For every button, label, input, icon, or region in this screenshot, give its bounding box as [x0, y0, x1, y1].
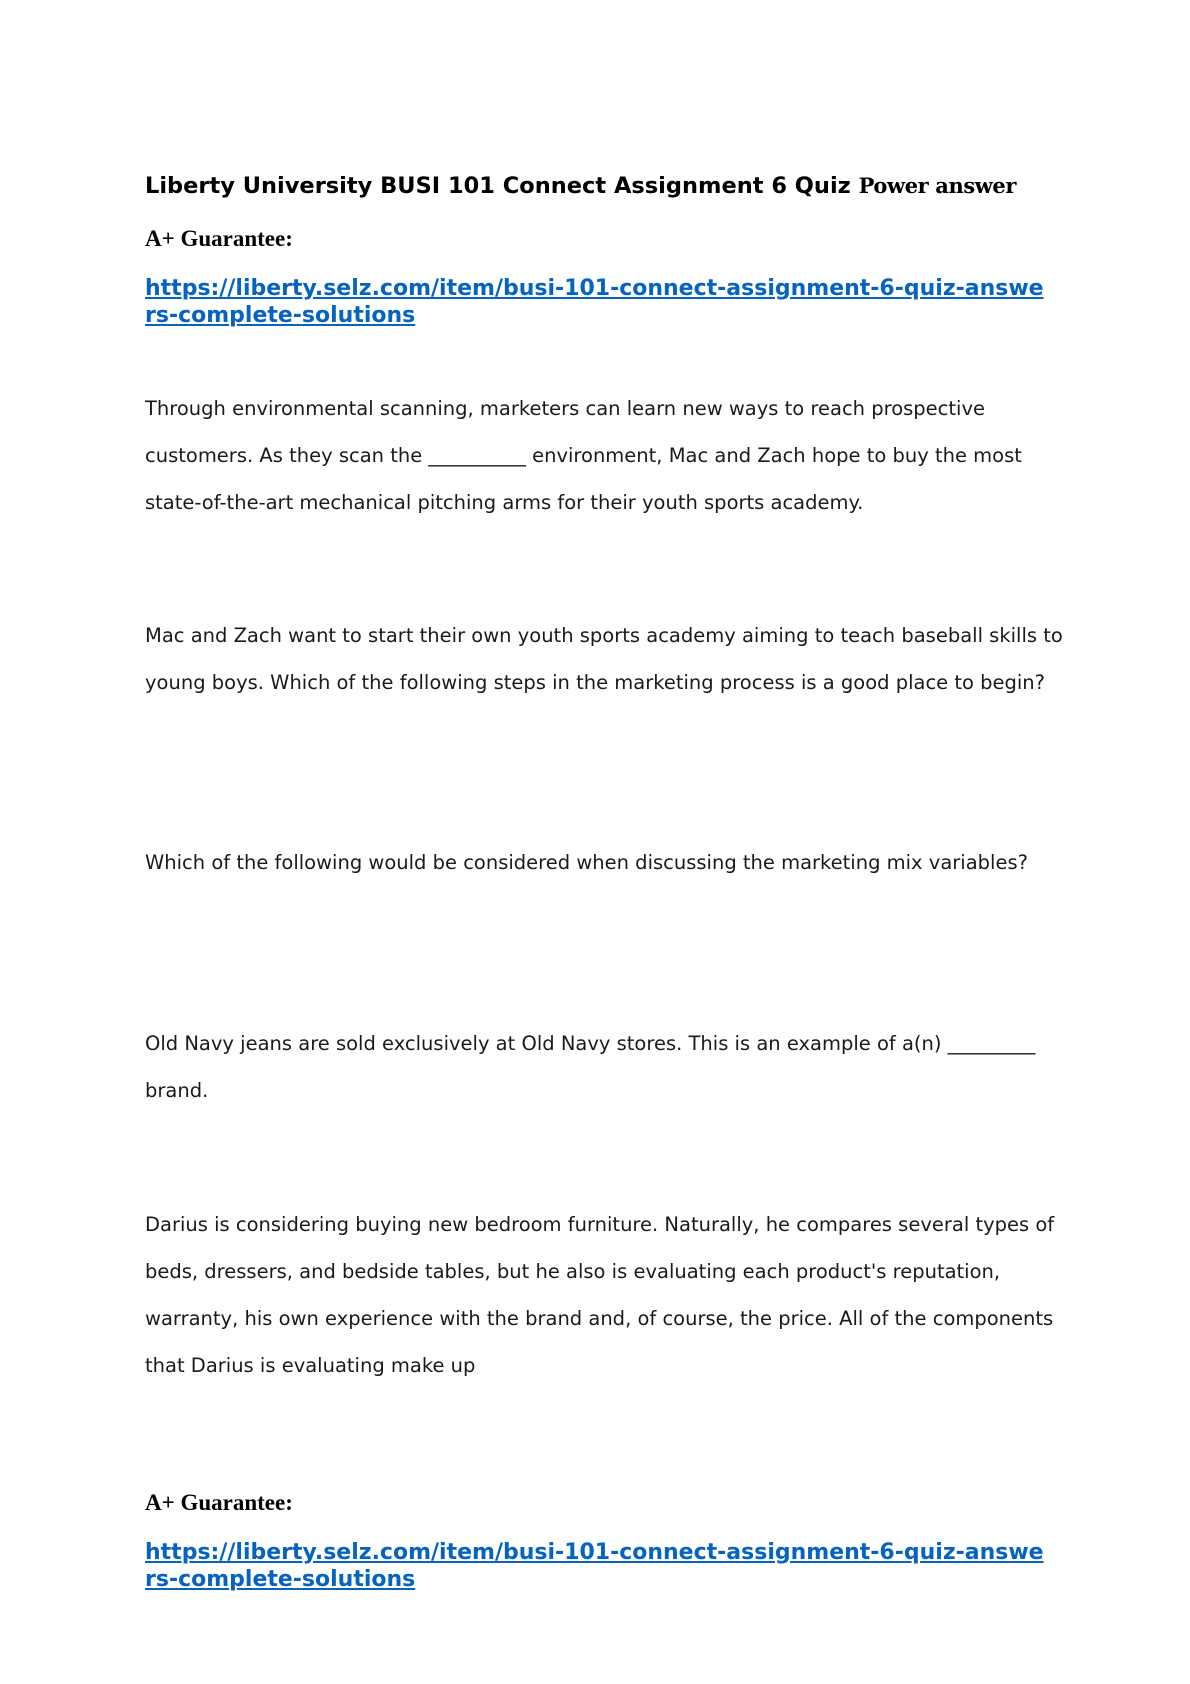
footer-guarantee-label: A+ Guarantee: [145, 1490, 293, 1515]
document-title [145, 169, 1075, 206]
document-title-suffix: Power answer [858, 173, 1017, 198]
footer-solution-link[interactable]: https://liberty.selz.com/item/busi-101-connect-assignment-6-quiz-answers-complete-solutions [145, 1540, 1044, 1592]
question-paragraph: Darius is considering buying new bedroom furniture. Naturally, he compares several types of beds, dressers, and bedside tables, but he also is evaluating each product's reputation, warranty, his own experience with the brand and, of course, the price. All of the components that Darius is evaluating make up [145, 1213, 1055, 1377]
question-paragraph: Old Navy jeans are sold exclusively at Old Navy stores. This is an example of a(n) _________ brand. [145, 1032, 1036, 1102]
question-paragraph: Which of the following would be considered when discussing the marketing mix variables? [145, 851, 1028, 874]
question-paragraph: Through environmental scanning, marketers can learn new ways to reach prospective customers. As they scan the __________ environment, Mac and Zach hope to buy the most state-of-the-art mechanical pitching arms for their youth sports academy. [145, 397, 1022, 514]
document-title-main: Liberty University BUSI 101 Connect Assignment 6 Quiz [145, 173, 859, 199]
question-paragraph: Mac and Zach want to start their own youth sports academy aiming to teach baseball skills to young boys. Which of the following steps in the marketing process is a good place to begin? [145, 624, 1063, 694]
guarantee-label: A+ Guarantee: [145, 226, 293, 251]
solution-link[interactable]: https://liberty.selz.com/item/busi-101-connect-assignment-6-quiz-answers-complete-solutions [145, 276, 1044, 328]
